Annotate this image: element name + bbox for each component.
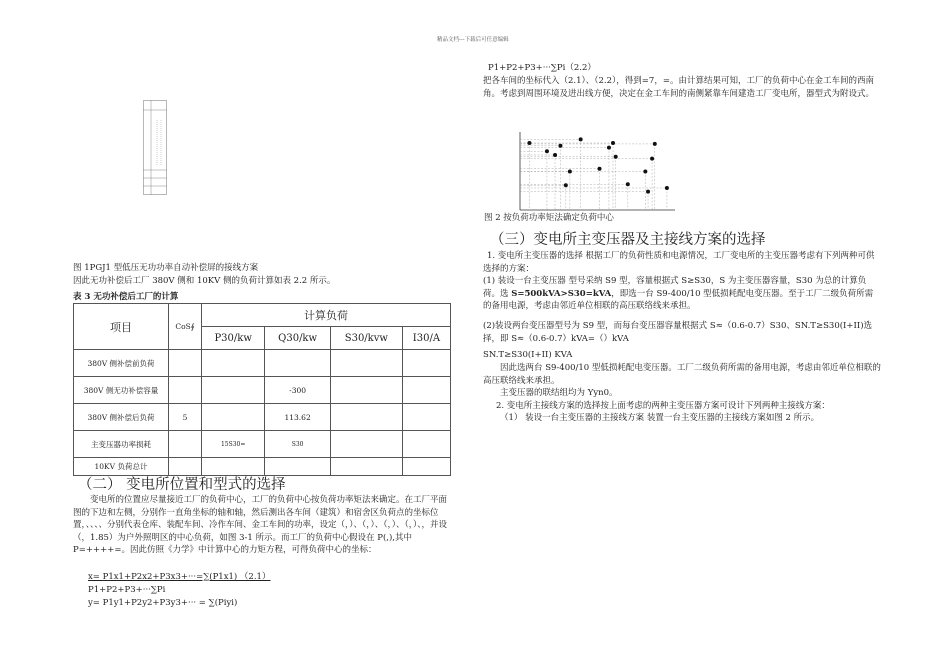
- cell-cos: [169, 350, 202, 377]
- cell-item: 380V 侧补偿前负荷: [74, 350, 169, 377]
- th-p: P30/kw: [202, 327, 265, 350]
- scatter-point: [626, 182, 630, 186]
- cell-s: [330, 458, 402, 476]
- cell-s: [330, 377, 402, 404]
- option-1-paragraph: [483, 275, 881, 313]
- table-intro: 因此无功补偿后工厂 380V 侧和 10KV 侧的负荷计算如表 2.2 所示。: [73, 276, 336, 286]
- cell-cos: 5: [169, 404, 202, 431]
- fig1-caption: 图 1PGJ1 型低压无功功率自动补偿屏的接线方案: [73, 263, 259, 273]
- cell-q: [265, 350, 331, 377]
- option-2-formula: SN.T≥S30(I+II) KVA: [483, 350, 573, 360]
- formula-denominator: P1+P2+P3+···∑Pi（2.2）: [488, 63, 596, 73]
- cell-p: [202, 350, 265, 377]
- scatter-point: [607, 146, 611, 150]
- cell-q: -300: [265, 377, 331, 404]
- table-row: [74, 404, 451, 431]
- th-i: I30/A: [402, 327, 450, 350]
- cell-i: [402, 404, 450, 431]
- scatter-point: [579, 137, 583, 141]
- cell-s: [330, 404, 402, 431]
- cell-cos: [169, 377, 202, 404]
- cell-q: S30: [265, 431, 331, 458]
- scatter-point: [545, 149, 549, 153]
- cell-item: 10KV 负荷总计: [74, 458, 169, 476]
- th-calc: 计算负荷: [202, 304, 451, 327]
- formula-x: x= P1x1+P2x2+P3x3+···=∑(P1x1) （2.1）: [88, 572, 271, 582]
- th-q: Q30/kw: [265, 327, 331, 350]
- th-cos: CoS∮: [169, 304, 202, 350]
- table-title: 表 3 无功补偿后工厂的计算: [73, 292, 179, 302]
- transformer-selection-paragraph: 1. 变电所主变压器的选择 根据工厂的负荷性质和电源情况，工厂变电所的主变压器考虑有下列两种可供选择的方案：: [483, 251, 875, 274]
- option-2-paragraph: (2)装设两台变压器型号为 S9 型，而每台变压器容量根据式 S≈（0.6-0.7）S30、SN.T≥S30(I+II)选择，即 S≈（0.6-0.7）kVA=（）kVA: [483, 321, 873, 344]
- scatter-point: [653, 142, 657, 146]
- table-row: [74, 350, 451, 377]
- option-1-text-c: ，即选一台 S9-400/10 型低损耗配电变压器。至于工厂二级负荷所需的备用电源，考虑由邻近单位相联的高压联络线来承担。: [483, 288, 874, 311]
- cell-p: [202, 404, 265, 431]
- section-2-paragraph: 变电所的位置应尽量接近工厂的负荷中心，工厂的负荷中心按负荷功率矩法来确定。在工厂平面图的下边和左侧，分别作一直角坐标的轴和轴，然后测出各车间（建筑）和宿舍区负荷点的坐标位置，、、、、分别代表仓库、装配车间、冷作车间、金工车间的功率，设定（，）、（，）、（，）、（，）、，并设（，1.85）为户外照明区的中心负荷，如图 3-1 所示。而工厂的负荷中心假设在 P(,),其中 P=++++=。因此仿照《力学》中计算中心的力矩方程，可得负荷中心的坐标：: [73, 495, 448, 555]
- cell-i: [402, 377, 450, 404]
- scatter-point: [553, 153, 557, 157]
- th-s: S30/kvw: [330, 327, 402, 350]
- section-3-title: （三）变电所主变压器及主接线方案的选择: [490, 232, 766, 248]
- formula-x-denominator: P1+P2+P3+···∑Pi: [88, 585, 166, 595]
- page-header: 精品文档---下载后可任意编辑: [437, 37, 509, 43]
- scatter-point: [564, 183, 568, 187]
- formula-y: y= P1y1+P2y2+P3y3+··· = ∑(Piyi): [88, 598, 238, 608]
- option-1-text-a: (1) 装设一台主变压器 型号采纳 S9 型，容量根据式 S≥S30，S 为主变压器容量，S30 为总的计算负荷。选: [483, 276, 867, 299]
- cell-cos: [169, 431, 202, 458]
- backup-power-paragraph: 因此选两台 S9-400/10 型低损耗配电变压器。工厂二级负荷所需的备用电源，考虑由邻近单位相联的高压联络线来承担。: [483, 363, 881, 386]
- scatter-point: [558, 144, 562, 148]
- scatter-point: [611, 141, 615, 145]
- scatter-point: [527, 141, 531, 145]
- result-paragraph: 把各车间的坐标代入（2.1）、（2.2），得到=7，=。由计算结果可知，工厂的负荷中心在金工车间的西南角。考虑到周围环境及进出线方便，决定在金工车间的南侧紧靠车间建造工厂变电所，器型式为附设式。: [483, 76, 875, 99]
- scatter-point: [646, 190, 650, 194]
- scatter-point: [568, 169, 572, 173]
- scatter-point: [598, 167, 602, 171]
- cell-s: [330, 350, 402, 377]
- main-wiring-option-1: （1） 装设一台主变压器的主接线方案 装置一台主变压器的主接线方案如图 2 所示。: [500, 413, 820, 423]
- cell-i: [402, 431, 450, 458]
- cell-item: 380V 侧补偿后负荷: [74, 404, 169, 431]
- scatter-point: [665, 186, 669, 190]
- cell-i: [402, 350, 450, 377]
- th-item: 项目: [74, 304, 169, 350]
- cell-p: 15S30=: [202, 431, 265, 458]
- cell-q: 113.62: [265, 404, 331, 431]
- cell-s: [330, 431, 402, 458]
- cell-p: [202, 377, 265, 404]
- scatter-point: [650, 157, 654, 161]
- wiring-diagram-figure: [143, 100, 167, 195]
- load-center-scatter-chart: [510, 125, 680, 215]
- fig2-caption: 图 2 按负荷功率矩法确定负荷中心: [484, 213, 614, 223]
- main-wiring-intro: 2. 变电所主接线方案的选择按上面考虑的两种主变压器方案可设计下列两种主接线方案：: [496, 401, 830, 411]
- section-2-title: （二） 变电所位置和型式的选择: [78, 477, 286, 493]
- scatter-point: [643, 169, 647, 173]
- connection-group-paragraph: 主变压器的联结组均为 Yyn0。: [500, 388, 618, 398]
- cell-item: 主变压器功率损耗: [74, 431, 169, 458]
- table-row: [74, 431, 451, 458]
- cell-item: 380V 侧无功补偿容量: [74, 377, 169, 404]
- table-3: [73, 303, 451, 476]
- cell-i: [402, 458, 450, 476]
- option-1-capacity: S=500kVA>S30=kVA: [511, 288, 612, 299]
- scatter-point: [614, 155, 618, 159]
- table-row: [74, 377, 451, 404]
